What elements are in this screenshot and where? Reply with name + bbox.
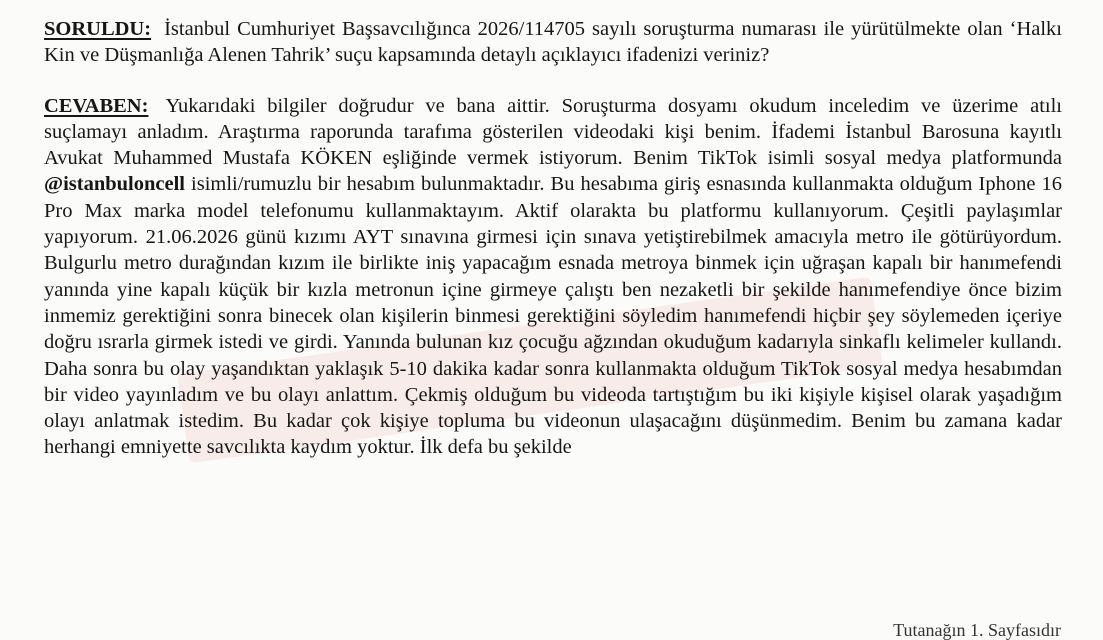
answer-text-part-2: isimli/rumuzlu bir hesabım bulunmaktadır. Bu hesabıma giriş esnasında kullanmakta olduğum Iphone 16 Pro Max marka model telefonumu kullanmaktayım. Aktif olarakta bu platformu kullanıyorum. Çeşitli paylaşımlar yapıyorum. 21.06.2026 günü kızımı AYT sınavına girmesi için sınava yetiştirebilmek amacıyla metro ile götürüyordum. Bulgurlu metro durağından kızım ile birlikte iniş yapacağım esnada metroya binmek için uğraşan kapalı bir hanımefendi yanında yine kapalı küçük bir kızla metronun içine girmeye çalıştı ben nezaketli bir şekilde hanımefendiye önce bizim inmemiz gerektiğini sonra binecek olan kişilerin binmesi gerektiğini söyledim hanımefendi hiçbir şey söylemeden içeriye doğru ısrarla girmek istedi ve girdi. Yanında bulunan kız çocuğu ağzından okuduğum kadarıyla sinkaflı kelimeler kullandı. Daha sonra bu olay yaşandıktan yaklaşık 5-10 dakika kadar sonra kullanmakta olduğum TikTok sosyal medya hesabımdan bir video yayınladım ve bu olayı anlattım. Çekmiş olduğum bu videoda tartıştığım bu iki kişiyle kişisel olarak yaşadığım olayı anlatmak istedim. Bu kadar çok kişiye topluma bu videonun ulaşacağını düşünmedim. Benim bu zamana kadar herhangi emniyette savcılıkta kaydım yoktur. İlk defa bu şekilde [44, 173, 1062, 459]
question-paragraph [44, 16, 1062, 69]
page-footer: Tutanağın 1. Sayfasıdır [893, 620, 1061, 640]
account-handle: @istanbuloncell [44, 173, 185, 196]
question-label: SORULDU: [44, 18, 152, 40]
question-text: İstanbul Cumhuriyet Başsavcılığınca 2026/114705 sayılı soruşturma numarası ile yürütülmekte olan ‘Halkı Kin ve Düşmanlığa Alenen Tahrik’ suçu kapsamında detaylı açıklayıcı ifadenizi veriniz? [44, 18, 1062, 67]
answer-label: CEVABEN: [44, 94, 149, 117]
answer-paragraph [44, 93, 1062, 461]
answer-text-part-1: Yukarıdaki bilgiler doğrudur ve bana aittir. Soruşturma dosyamı okudum inceledim ve üzerime atılı suçlamayı anladım. Araştırma raporunda tarafıma gösterilen videodaki kişi benim. İfademi İstanbul Barosuna kayıtlı Avukat Muhammed Mustafa KÖKEN eşliğinde vermek istiyorum. Benim TikTok isimli sosyal medya platformunda [44, 94, 1062, 170]
statement-page [44, 16, 1062, 461]
